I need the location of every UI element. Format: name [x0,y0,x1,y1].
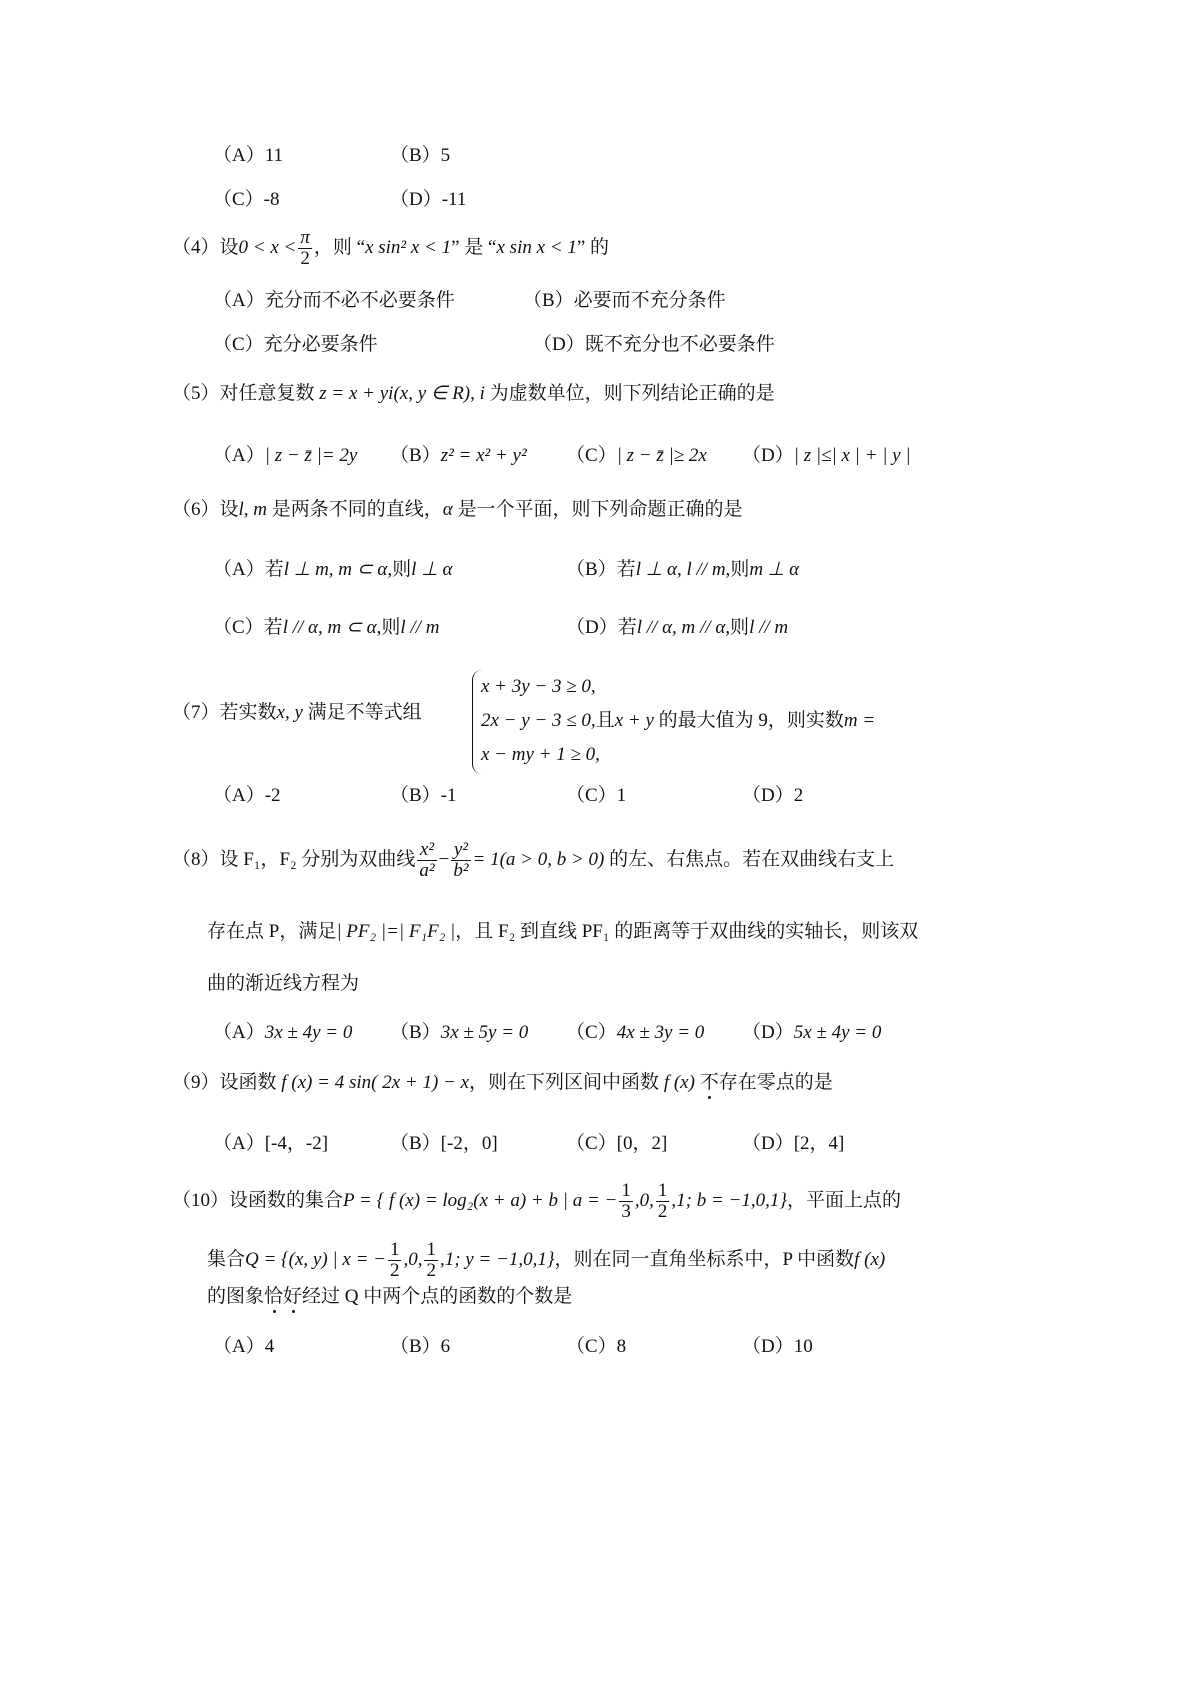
math: l ⊥ α, l // m, [635,559,731,580]
q5-option-a [213,444,357,468]
q10-option-d: （D）10 [742,1336,813,1357]
q10-line2 [207,1240,885,1281]
q7-inequality-system [472,670,875,774]
text: ” 的 [576,236,610,258]
emphasis-text: 好 [283,1286,303,1307]
q7-option-c: （C）1 [566,785,627,806]
q9-option-d: （D）[2，4] [742,1133,845,1154]
text: 的左、右焦点。若在双曲线右支上 [609,848,895,870]
math: l ⊥ α [411,559,453,580]
math: l // m [400,617,440,638]
q9-option-b: （B）[-2，0] [390,1133,498,1154]
math: 4x ± 3y = 0 [616,1022,705,1043]
q8-option-b [390,1021,528,1045]
q10-option-c: （C）8 [566,1336,627,1357]
text: ” 是 “ [451,236,497,258]
fraction [298,228,312,269]
math: m = [843,710,876,731]
math: P = { f (x) = log₂(x + a) + b | a = − [343,1189,618,1211]
q8-line2 [207,920,918,944]
q10-stem [172,1181,901,1222]
label: （A）若 [213,559,284,580]
q8-stem [172,840,894,881]
q4-option-b: （B）必要而不充分条件 [523,290,726,311]
fraction [388,1240,402,1281]
denominator: 2 [426,1260,436,1281]
numerator: π [300,227,310,248]
q3-option-d: （D）-11 [390,189,467,210]
denominator: 3 [621,1201,631,1222]
q7-option-b: （B）-1 [390,785,457,806]
math: ,0, [634,1189,654,1211]
text: 集合 [207,1248,246,1270]
text: ，则 “ [313,236,366,258]
math: Q = {(x, y) | x = − [245,1248,386,1270]
text: 则 [392,559,412,580]
text: （7）若实数 [172,702,277,723]
q3-option-b: （B）5 [390,145,451,166]
math: l, m [238,499,268,520]
q4-option-d: （D）既不充分也不必要条件 [533,334,775,355]
q5-option-c [566,444,707,468]
math: ,1; y = −1,0,1} [439,1248,555,1270]
math: α [442,499,453,520]
math: 5x ± 4y = 0 [793,1022,882,1043]
q8-line3: 曲的渐近线方程为 [207,973,360,994]
q4-option-a: （A）充分而不必不必要条件 [213,290,455,311]
fraction [656,1181,670,1222]
text: 则 [381,617,401,638]
q5-option-b [390,444,527,468]
denominator: a² [419,860,435,881]
q7-option-a: （A）-2 [213,785,281,806]
q9-stem [172,1071,833,1095]
math: f (x) [854,1248,886,1270]
math: = 1(a > 0, b > 0) [472,848,605,870]
text: 是两条不同的直线， [271,499,443,520]
math: | z − z̄ |= 2y [264,445,358,466]
math: x sin² x < 1 [365,236,452,258]
math: l // m [749,617,789,638]
label: （B） [390,445,441,466]
label: （C） [566,445,617,466]
text: 是一个平面，则下列命题正确的是 [457,499,743,520]
text: 存在零点的是 [718,1072,833,1093]
numerator: 1 [389,1239,400,1260]
text: （4）设 [172,236,239,258]
math: f (x) = 4 sin( 2x + 1) − x [281,1072,470,1093]
inequality: x − my + 1 ≥ 0, [481,744,600,765]
q6-option-a [213,558,452,582]
fraction [424,1240,438,1281]
q10-option-b: （B）6 [390,1336,451,1357]
emphasis-text: 不 [699,1072,719,1093]
denominator: 2 [657,1201,668,1222]
math: l // α, m ⊂ α, [282,617,382,638]
fraction [451,840,470,881]
text: 存在点 P，满足 [207,921,337,942]
math: ,1; b = −1,0,1} [671,1189,787,1211]
numerator: y² [451,840,470,861]
inequality: 2x − y − 3 ≤ 0, [481,710,596,731]
text: 则 [730,559,750,580]
numerator: x² [417,840,436,861]
inequality-row [481,704,875,738]
math: 0 < x < [238,236,297,258]
q4-stem [172,228,609,269]
q3-option-c: （C）-8 [213,189,280,210]
q6-option-d [566,616,788,640]
label: （A） [213,445,265,466]
q7-option-d: （D）2 [742,785,804,806]
math: z = x + yi(x, y ∈ R), i [319,383,485,404]
text: 且 [595,710,615,731]
fraction [619,1181,633,1222]
q4-option-c: （C）充分必要条件 [213,334,378,355]
math: 3x ± 5y = 0 [440,1022,529,1043]
math: | z |≤| x | + | y | [793,445,911,466]
q10-option-a: （A）4 [213,1336,275,1357]
fraction [417,840,436,881]
text: ，则在下列区间中函数 [469,1072,660,1093]
text: （6）设 [172,499,239,520]
text: （10）设函数的集合 [172,1189,344,1211]
text: （9）设函数 [172,1072,277,1093]
math: l ⊥ m, m ⊂ α, [283,559,393,580]
label: （A） [213,1022,265,1043]
q9-option-c: （C）[0，2] [566,1133,668,1154]
numerator: 1 [426,1239,436,1260]
q8-option-c [566,1021,704,1045]
denominator: 2 [300,248,310,269]
math: 3x ± 4y = 0 [264,1022,353,1043]
denominator: b² [453,860,469,881]
text: ，则在同一直角坐标系中，P 中函数 [554,1248,855,1270]
math: x, y [276,702,303,723]
text: 则 [730,617,750,638]
label: （D） [742,445,794,466]
text: （8）设 F₁，F₂ 分别为双曲线 [172,848,416,870]
label: （C） [566,1022,617,1043]
text: 满足不等式组 [307,702,422,723]
denominator: 2 [389,1260,400,1281]
text: 为虚数单位，则下列结论正确的是 [489,383,775,404]
text: 的最大值为 9，则实数 [658,710,844,731]
q8-option-d [742,1021,881,1045]
label: （C）若 [213,617,283,638]
math: − [438,848,450,870]
numerator: 1 [657,1180,668,1201]
q7-stem [172,701,422,725]
math: | z − z̄ |≥ 2x [616,445,707,466]
text: 的图象 [207,1286,265,1307]
label: （B） [390,1022,441,1043]
text: 经过 Q 中两个点的函数的个数是 [302,1286,573,1307]
q5-option-d [742,444,911,468]
math: l // α, m // α, [636,617,731,638]
q9-option-a: （A）[-4，-2] [213,1133,329,1154]
q6-option-c [213,616,439,640]
math: | PF₂ |=| F₁F₂ | [336,921,456,942]
math: x sin x < 1 [496,236,577,258]
math: x + y [614,710,654,731]
numerator: 1 [621,1180,631,1201]
q10-line3 [207,1285,572,1309]
math: m ⊥ α [749,559,800,580]
text: ，平面上点的 [786,1189,901,1211]
math: z² = x² + y² [440,445,527,466]
q3-option-a: （A）11 [213,145,284,166]
text: ，且 F₂ 到直线 PF₁ 的距离等于双曲线的实轴长，则该双 [455,921,919,942]
q8-option-a [213,1021,352,1045]
label: （B）若 [566,559,636,580]
q6-stem [172,498,743,522]
label: （D） [742,1022,794,1043]
inequality: x + 3y − 3 ≥ 0, [481,676,596,697]
text: （5）对任意复数 [172,383,315,404]
label: （D）若 [566,617,637,638]
q6-option-b [566,558,799,582]
math: f (x) [663,1072,695,1093]
emphasis-text: 恰 [264,1286,284,1307]
q5-stem [172,382,775,406]
math: ,0, [403,1248,423,1270]
